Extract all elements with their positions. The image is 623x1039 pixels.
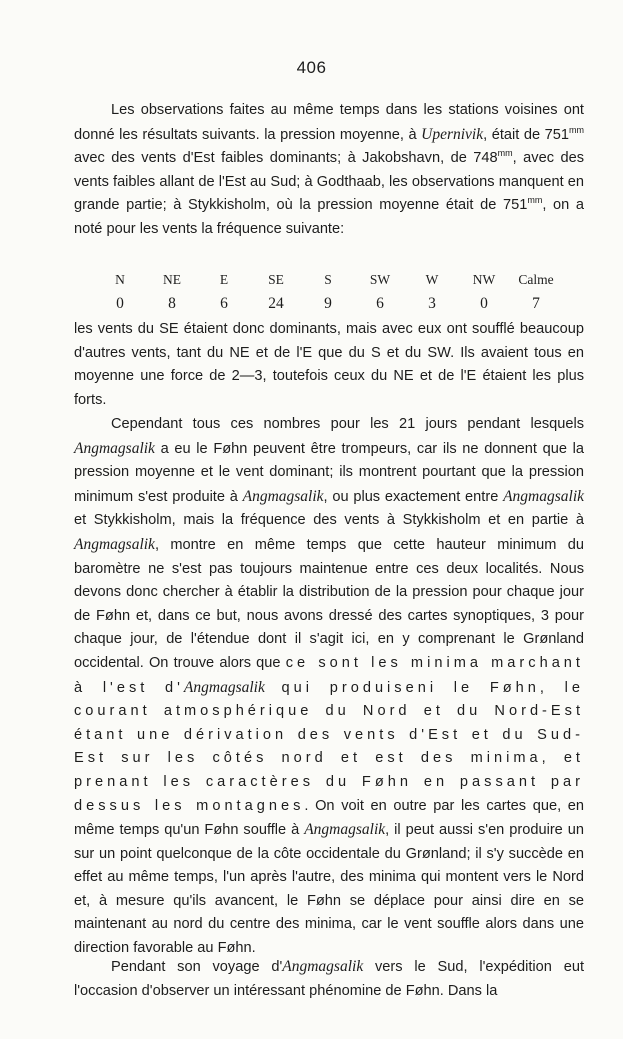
place-name: Upernivik [421,125,484,143]
wind-frequency: 9 [324,295,332,312]
text: vers le Sud, l'expédition eut l'occasion d'observer un intéressant phénomine de Føhn. Dans la [74,959,584,999]
paragraph-dominant-winds: les vents du SE étaient donc dominants, mais avec eux ont soufflé beaucoup d'autres vents, tant du NE et de l'E que du S et du SW. Ils avaient tous en moyenne une force de 2—3, toutefois ceux du NE et de l'E étaient les plus forts. [74,321,584,408]
text: avec des vents d'Est faibles dominants; à Jakobshavn, de 748 [74,150,498,167]
wind-direction: E [219,272,229,287]
wind-frequency: 8 [168,295,176,312]
wind-direction: SW [369,272,391,287]
wind-direction: W [425,272,439,287]
wind-frequency: 6 [376,295,384,312]
wind-frequency-row [94,292,562,316]
wind-direction: NE [163,272,181,287]
wind-frequency: 3 [428,295,436,312]
text: Cependant tous ces nombres pour les 21 jours pendant lesquels [111,416,584,432]
place-name: Angmagsalik [304,821,386,839]
wind-frequency: 7 [532,295,540,312]
unit-superscript: mm [569,124,584,135]
text: , il peut aussi s'en produire un sur un point quelconque de la côte occidentale du Grønland; il s'y succède en effet au même temps, l'un après l'autre, des minima qui montent vers le Nord et, à mesure qu'ils avancent, le Føhn se déplace pour ainsi dire en se maintenant au nord du centre des minima, car le vent souffle alors dans une direction favorable au Føhn. [74,822,584,957]
wind-frequency: 0 [116,295,124,312]
unit-superscript: mm [497,148,513,159]
emphasized-text: qui produiseni le Føhn, le courant atmosphérique du Nord et du Nord-Est étant une dérivation des vents d'Est et du Sud-Est sur les côtés nord et est des minima, et prenant les caractères du Føhn en passant par dessus les montagnes [74,679,585,814]
wind-direction: S [324,272,332,287]
text: , montre en même temps que cette hauteur minimum du baromètre ne s'est pas toujours maintenue entre ces deux localités. Nous devons donc chercher à établir la distribution de la pression pour chaque jour de Føhn et, dans ce but, nous avons dressé des cartes synoptiques, 3 pour chaque jour, de l'étendue dont il s'agit ici, en y comprenant le Grønland occidental. On trouve alors que [74,536,584,671]
place-name: Angmagsalik [74,535,155,553]
unit-superscript: mm [527,195,543,206]
text: et Stykkisholm, mais la fréquence des vents à Stykkisholm et en partie à [74,512,584,529]
wind-direction: Calme [518,272,554,287]
place-name: Angmagsalik [183,678,265,696]
paragraph-synoptic-maps [74,413,584,961]
wind-direction: SE [268,272,284,287]
wind-frequency-table [94,268,562,316]
text: . On voit en outre par les cartes que, en même temps qu'un Føhn souffle à [74,797,584,839]
emphasized-text: ce sont les minima marchant à l'est d' [74,654,584,696]
page-number: 406 [296,58,327,77]
wind-direction: N [115,272,125,287]
paragraph-observations [74,99,584,242]
wind-frequency: 6 [220,295,228,312]
paragraph-voyage [74,955,584,1003]
text: , avec des vents faibles allant de l'Est au Sud; à Godthaab, les observations manquent en grande partie; à Stykkisholm, où la pression moyenne était de 751 [74,150,584,214]
wind-frequency: 24 [268,295,284,312]
place-name: Angmagsalik [282,958,364,975]
wind-direction-row [94,268,562,292]
wind-direction: NW [472,272,496,287]
text: a eu le Føhn peuvent être trompeurs, car ils ne donnent que la pression moyenne et le vent dominant; ils montrent pourtant que la pression minimum s'est produite à [74,440,584,505]
text: , on a noté pour les vents la fréquence suivante: [74,197,584,237]
text: Pendant son voyage d' [111,959,283,975]
text: , ou plus exactement entre [323,488,504,505]
text: , était de 751 [483,126,569,143]
text: Les observations faites au même temps dans les stations voisines ont donné les résultats suivants. la pression moyenne, à [74,102,584,143]
wind-frequency: 0 [480,295,488,312]
place-name: Angmagsalik [74,439,155,457]
place-name: Angmagsalik [242,487,324,505]
place-name: Angmagsalik [503,487,585,505]
